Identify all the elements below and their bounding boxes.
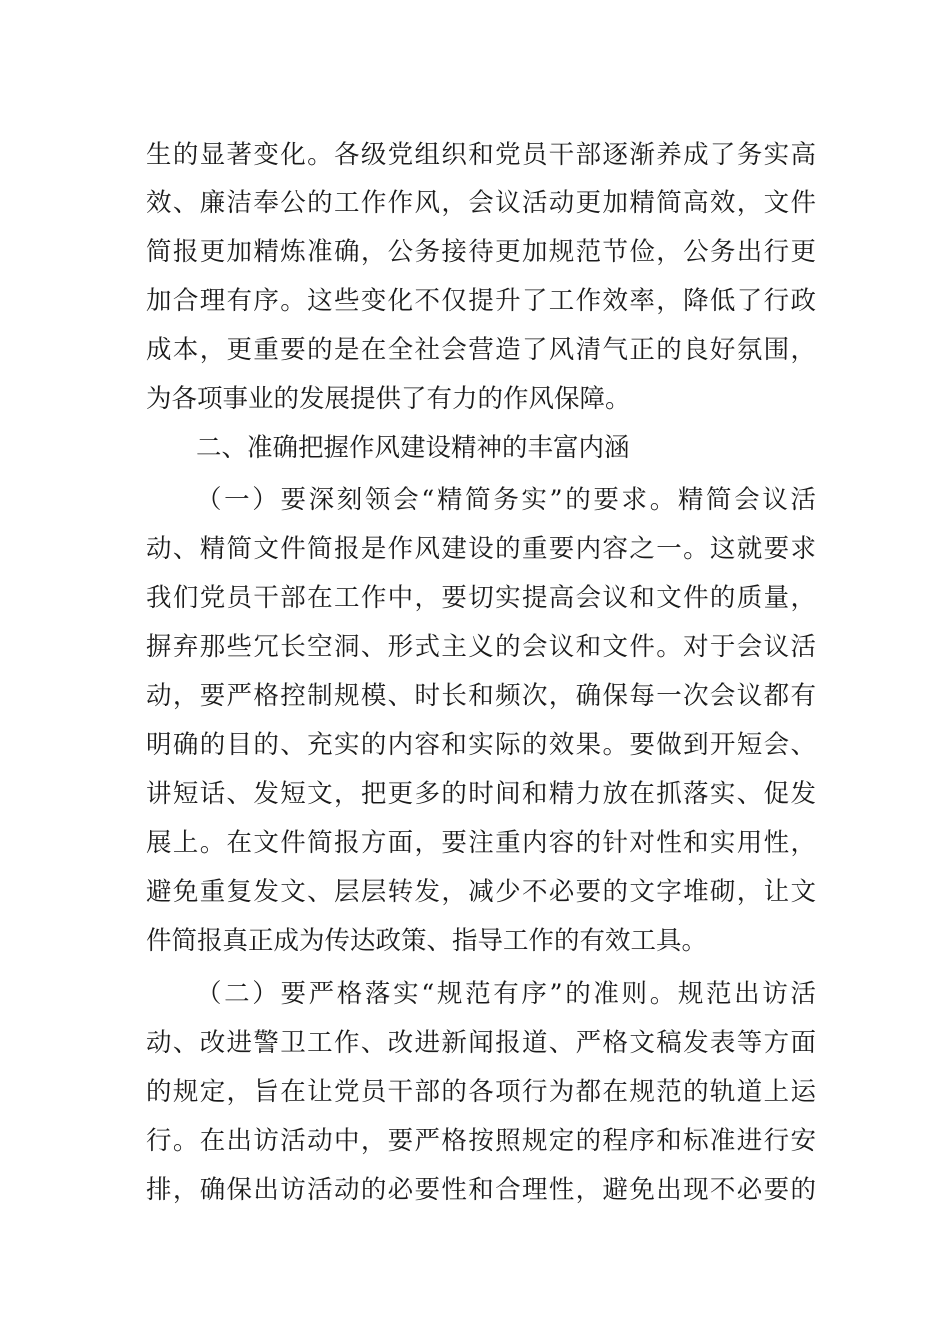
- paragraph-line: 我们党员干部在工作中，要切实提高会议和文件的质量，: [146, 583, 816, 613]
- paragraph-line: 行。在出访活动中，要严格按照规定的程序和标准进行安: [146, 1126, 816, 1156]
- paragraph-line: 简报更加精炼准确，公务接待更加规范节俭，公务出行更: [146, 237, 816, 267]
- paragraph-line: 展上。在文件简报方面，要注重内容的针对性和实用性，: [146, 828, 816, 858]
- paragraph-line: 动、改进警卫工作、改进新闻报道、严格文稿发表等方面: [146, 1028, 816, 1058]
- paragraph-line: 的规定，旨在让党员干部的各项行为都在规范的轨道上运: [146, 1077, 816, 1107]
- paragraph-line: 动，要严格控制规模、时长和频次，确保每一次会议都有: [146, 681, 816, 711]
- paragraph-line: （二）要严格落实“规范有序”的准则。规范出访活: [196, 979, 816, 1009]
- paragraph-line: 效、廉洁奉公的工作作风，会议活动更加精简高效，文件: [146, 188, 816, 218]
- paragraph-line: 避免重复发文、层层转发，减少不必要的文字堆砌，让文: [146, 877, 816, 907]
- paragraph-line: 加合理有序。这些变化不仅提升了工作效率，降低了行政: [146, 286, 816, 316]
- paragraph-line: 为各项事业的发展提供了有力的作风保障。: [146, 384, 631, 414]
- paragraph-line: 成本，更重要的是在全社会营造了风清气正的良好氛围，: [146, 335, 816, 365]
- paragraph-line: 摒弃那些冗长空洞、形式主义的会议和文件。对于会议活: [146, 632, 816, 662]
- paragraph-line: 讲短话、发短文，把更多的时间和精力放在抓落实、促发: [146, 779, 816, 809]
- paragraph-line: 生的显著变化。各级党组织和党员干部逐渐养成了务实高: [146, 140, 816, 170]
- section-heading: 二、准确把握作风建设精神的丰富内涵: [196, 433, 630, 463]
- paragraph-line: 动、精简文件简报是作风建设的重要内容之一。这就要求: [146, 534, 816, 564]
- paragraph-line: （一）要深刻领会“精简务实”的要求。精简会议活: [196, 485, 816, 515]
- paragraph-line: 件简报真正成为传达政策、指导工作的有效工具。: [146, 926, 708, 956]
- paragraph-line: 排，确保出访活动的必要性和合理性，避免出现不必要的: [146, 1175, 816, 1205]
- paragraph-line: 明确的目的、充实的内容和实际的效果。要做到开短会、: [146, 730, 816, 760]
